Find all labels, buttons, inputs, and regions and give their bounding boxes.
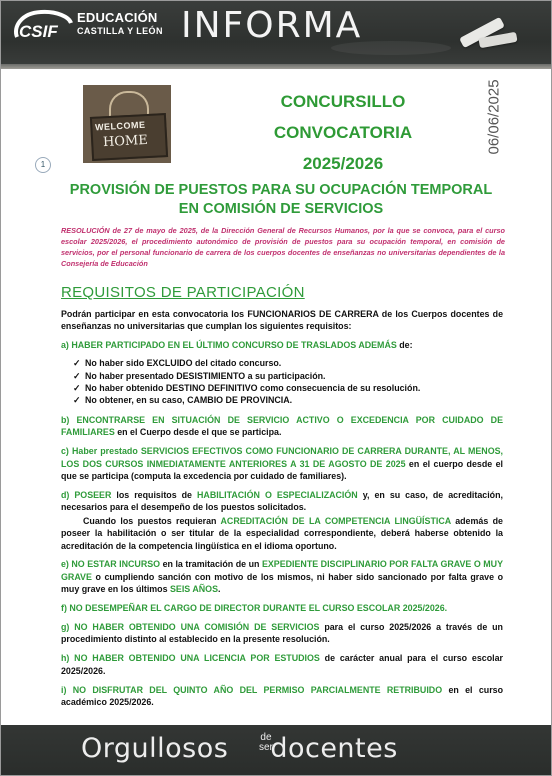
requirement-b	[61, 414, 503, 439]
sign-text-welcome: WELCOME	[94, 119, 146, 133]
requirement-g-label: g) NO HABER OBTENIDO UNA COMISIÓN DE SERVICIOS	[61, 622, 320, 633]
requirement-d-note	[61, 515, 503, 552]
requirement-a-list	[73, 357, 503, 407]
title-line-2: CONVOCATORIA	[273, 123, 413, 142]
requirement-d-note-label: ACREDITACIÓN DE LA COMPETENCIA LINGÜÍSTICA	[220, 515, 451, 526]
requirement-d-label-2: HABILITACIÓN O ESPECIALIZACIÓN	[197, 489, 358, 500]
list-item: ✓ No haber sido EXCLUIDO del citado concurso.	[73, 357, 503, 369]
requirement-i-label: i) NO DISFRUTAR DEL QUINTO AÑO DEL PERMISO PARCIALMENTE RETRIBUIDO	[61, 684, 443, 695]
requirement-e-label-3: SEIS AÑOS	[170, 584, 219, 595]
brand-line-2: CASTILLA Y LEÓN	[77, 26, 163, 36]
requirement-c-head: c) Haber prestado	[61, 446, 141, 457]
requirement-e-label-2: EXPEDIENTE DISCIPLINARIO POR FALTA GRAVE O MUY GRAVE	[61, 559, 503, 582]
requirement-g	[61, 621, 503, 646]
section-heading: PROVISIÓN DE PUESTOS PARA SU OCUPACIÓN TEMPORAL EN COMISIÓN DE SERVICIOS	[69, 182, 493, 217]
requirement-h-label: h) NO HABER OBTENIDO UNA LICENCIA POR ESTUDIOS	[61, 653, 320, 664]
brand-text	[77, 10, 163, 36]
requirement-a-tail: de:	[396, 340, 413, 351]
requirement-e-label: e) NO ESTAR INCURSO	[61, 559, 161, 570]
requirement-e-mid-2: o cumpliendo sanción con motivo de los mismos, ni haber sido sancionado por falta grave o muy grave en los últimos	[61, 571, 503, 595]
chalk-smudge	[331, 41, 451, 55]
requirement-d-label: POSEER	[74, 489, 112, 500]
title-line-3: 2025/2026	[302, 154, 384, 173]
resolution-text: RESOLUCIÓN de 27 de mayo de 2025, de la Dirección General de Recursos Humanos, por la que se convoca, para el curso escolar 2025/2026, el procedimiento autonómico de provisión de puestos para su ocupación temporal, en comisión de servicios, por el personal funcionario de carrera de los cuerpos docentes de enseñanzas no universitarias dependientes de la Consejería de Educación	[61, 226, 505, 268]
requirement-c-label: SERVICIOS EFECTIVOS COMO FUNCIONARIO DE CARRERA DURANTE, AL MENOS, LOS DOS CURSOS INMEDIATAMENTE ANTERIORES A 31 DE AGOSTO DE 2025	[61, 446, 503, 469]
requirement-h	[61, 652, 503, 677]
requirement-i	[61, 684, 503, 709]
intro-bold: FUNCIONARIOS DE CARRERA	[247, 309, 379, 319]
document-date: 06/06/2025	[485, 79, 503, 155]
requirement-b-tail: en el Cuerpo desde el que se participa.	[114, 427, 282, 438]
requirement-c	[61, 445, 503, 482]
footer-small-text	[259, 733, 273, 753]
header-title: INFORMA	[181, 5, 363, 46]
requirements-title: REQUISITOS DE PARTICIPACIÓN	[61, 284, 305, 301]
list-item: ✓ No haber obtenido DESTINO DEFINITIVO como consecuencia de su resolución.	[73, 382, 503, 394]
requirement-d-tail: y, en su caso, de acreditación, necesarios para el desempeño de los puestos solicitados.	[61, 489, 503, 513]
requirement-d-note-tail: además de poseer la habilitación o ser titular de la especialidad correspondiente, deberá haberse obtenido la acreditación de la competencia lingüística en el idioma oportuno.	[61, 515, 503, 551]
requirement-f	[61, 602, 503, 614]
header-banner	[1, 1, 552, 69]
requirement-b-label: b) ENCONTRARSE EN SITUACIÓN DE SERVICIO ACTIVO O EXCEDENCIA POR CUIDADO DE FAMILIARES	[61, 414, 503, 438]
requirement-d-head: d)	[61, 489, 75, 500]
logo-text: CSIF	[19, 22, 58, 41]
requirement-f-label: f) NO DESEMPEÑAR EL CARGO DE DIRECTOR DURANTE EL CURSO ESCOLAR 2025/2026.	[61, 603, 448, 614]
csif-logo	[11, 7, 73, 47]
footer-small-bottom: ser	[259, 742, 273, 753]
requirement-d	[61, 489, 503, 514]
intro-paragraph	[61, 308, 503, 333]
list-item: ✓ No obtener, en su caso, CAMBIO DE PROVINCIA.	[73, 394, 503, 406]
intro-text: Podrán participar en esta convocatoria los	[61, 309, 248, 319]
requirement-h-tail: de carácter anual para el curso escolar 2025/2026.	[61, 653, 503, 676]
requirement-c-tail: en el cuerpo desde el que se participa (computa la excedencia por cuidado de familiares).	[61, 458, 503, 481]
requirement-e-tail: .	[218, 584, 221, 595]
footer-banner	[1, 725, 552, 776]
requirement-e-mid: en la tramitación de un	[160, 559, 262, 570]
page-number-badge: 1	[35, 157, 51, 173]
requirement-a	[61, 339, 503, 351]
welcome-home-image	[83, 85, 171, 163]
requirement-g-tail: para el curso 2025/2026 a través de un procedimiento distinto al establecido en la presente resolución.	[61, 622, 503, 645]
footer-word-1: Orgullosos	[81, 733, 229, 764]
requirement-i-tail: en el curso académico 2025/2026.	[61, 684, 503, 708]
footer-small-top: de	[260, 732, 272, 743]
requirement-a-label: a) HABER PARTICIPADO EN EL ÚLTIMO CONCURSO DE TRASLADOS ADEMÁS	[61, 340, 397, 351]
brand-line-1: EDUCACIÓN	[77, 10, 158, 25]
footer-slogan	[81, 733, 398, 764]
requirement-d-note-head: Cuando los puestos requieran	[83, 515, 221, 526]
sign-text-home: HOME	[102, 132, 149, 151]
requirement-d-mid: los requisitos de	[111, 489, 197, 500]
footer-word-2: docentes	[270, 733, 398, 764]
title-line-1: CONCURSILLO	[280, 92, 406, 111]
title-block	[239, 86, 447, 179]
list-item: ✓ No haber presentado DESISTIMIENTO a su participación.	[73, 370, 503, 382]
requirement-e	[61, 558, 503, 595]
intro-text-end: de los Cuerpos docentes de enseñanzas no universitarias que cumplan los siguientes requisitos:	[61, 309, 504, 332]
requirements-body	[61, 308, 503, 715]
